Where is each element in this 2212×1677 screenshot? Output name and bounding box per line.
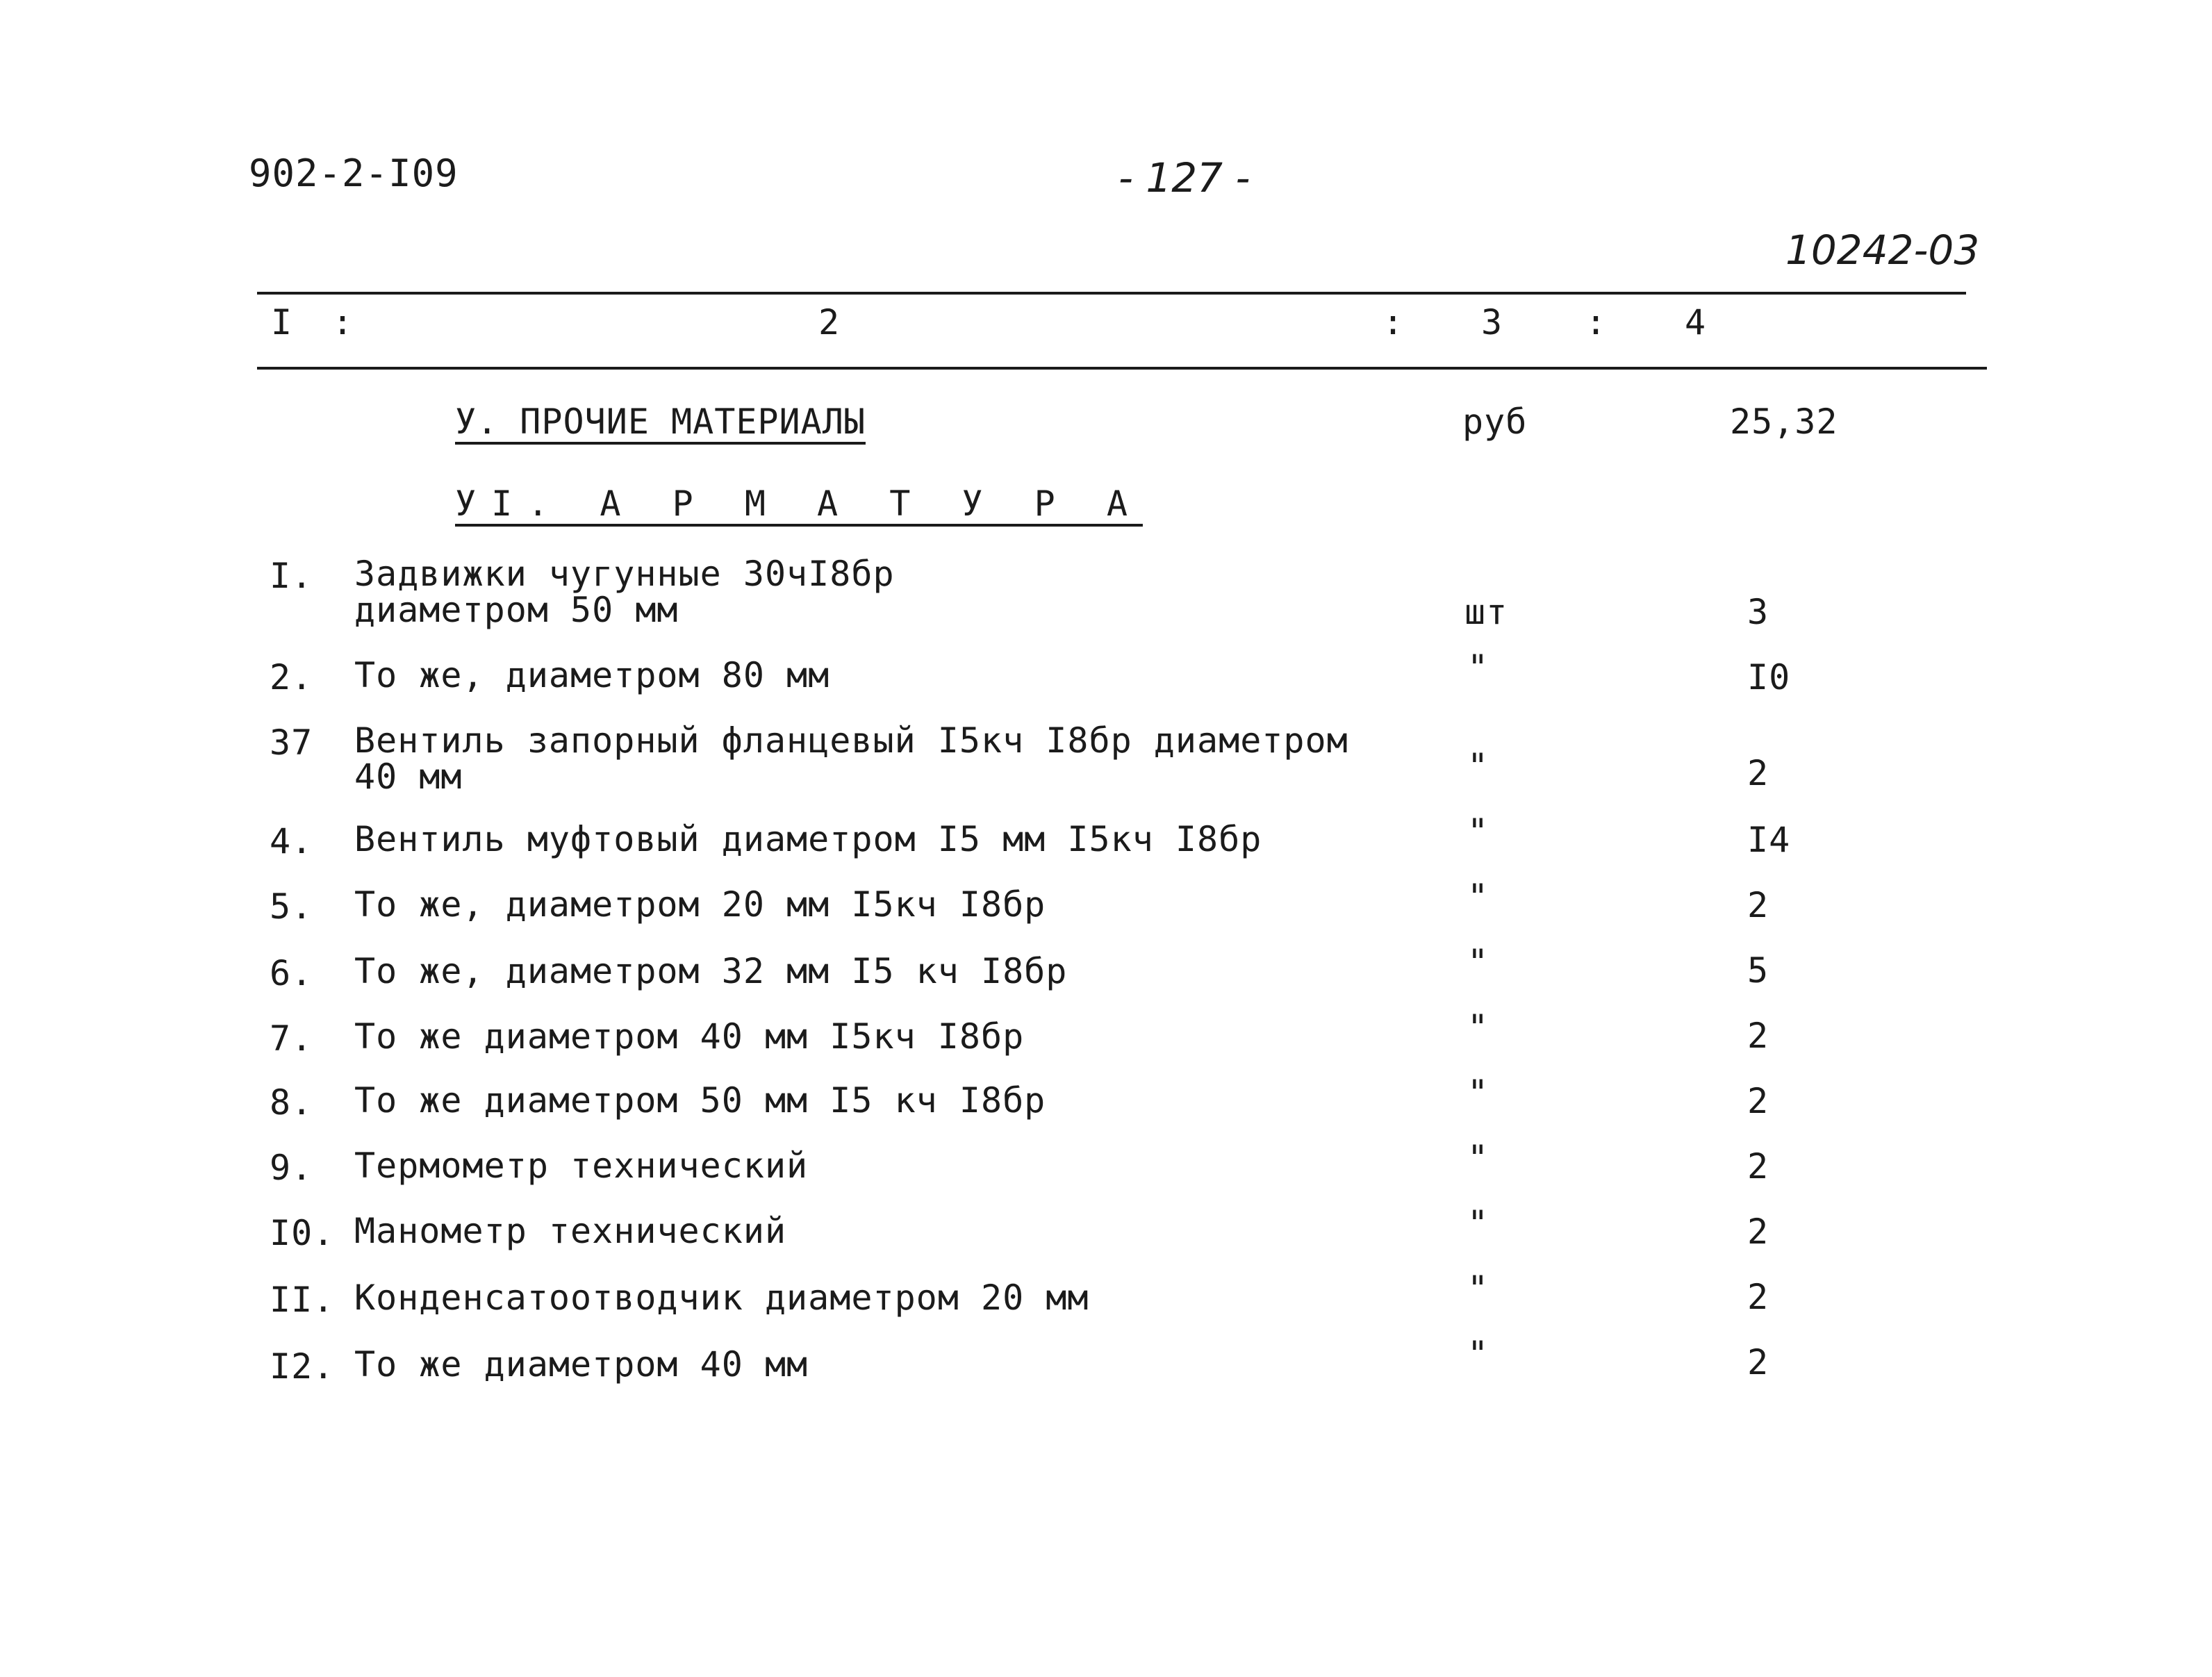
item-description [354, 722, 1348, 795]
section-fittings-title: УI. А Р М А Т У Р А [455, 484, 1143, 524]
item-quantity: 2 [1747, 1342, 1769, 1382]
item-number: II. [270, 1280, 335, 1320]
item-description: То же диаметром 40 мм I5кч I8бр [354, 1016, 1025, 1057]
item-description: Вентиль муфтовый диаметром I5 мм I5кч I8бр [354, 819, 1262, 859]
column-header-4: 4 [1685, 302, 1707, 342]
item-description [354, 556, 895, 628]
item-unit: " [1467, 647, 1489, 688]
item-description: То же диаметром 50 мм I5 кч I8бр [354, 1080, 1046, 1121]
item-description: То же, диаметром 20 мм I5кч I8бр [354, 884, 1046, 925]
item-quantity: 2 [1747, 1081, 1769, 1121]
header-top-rule [257, 292, 1966, 295]
section-other-materials-value: 25,32 [1730, 402, 1838, 442]
item-unit: " [1467, 1007, 1489, 1048]
item-number: 5. [270, 886, 313, 927]
item-quantity: 2 [1747, 885, 1769, 925]
item-unit: " [1467, 746, 1489, 786]
column-separator-1: : [332, 302, 354, 342]
item-unit: " [1467, 877, 1489, 917]
item-quantity: 3 [1747, 592, 1769, 632]
item-description-line: Задвижки чугунные 30чI8бр [354, 554, 895, 594]
item-number: 8. [270, 1082, 313, 1123]
page-number: - 127 - [1119, 154, 1251, 201]
item-unit: " [1467, 1203, 1489, 1244]
document-code: 902-2-I09 [249, 151, 459, 195]
item-description: Конденсатоотводчик диаметром 20 мм [354, 1278, 1089, 1318]
archive-number: 10242-03 [1785, 226, 1980, 274]
item-number: 9. [270, 1148, 313, 1188]
item-unit: " [1467, 1269, 1489, 1309]
item-description-line: диаметром 50 мм [354, 590, 679, 630]
item-unit: " [1467, 1138, 1489, 1178]
item-number: 7. [270, 1018, 313, 1059]
item-number: 4. [270, 821, 313, 861]
item-description: Манометр технический [354, 1211, 787, 1251]
item-quantity: I0 [1747, 657, 1791, 697]
item-number: I0. [270, 1213, 335, 1253]
item-unit: " [1467, 811, 1489, 852]
item-unit: " [1467, 1334, 1489, 1374]
item-description-line: 40 мм [354, 757, 463, 797]
item-unit: " [1467, 942, 1489, 982]
header-bottom-rule [257, 367, 1987, 370]
section-other-materials-title: У. ПРОЧИЕ МАТЕРИАЛЫ [455, 402, 866, 442]
column-separator-3: : [1585, 302, 1608, 342]
column-separator-2: : [1382, 302, 1405, 342]
item-description: То же, диаметром 32 мм I5 кч I8бр [354, 951, 1068, 991]
item-quantity: 5 [1747, 950, 1769, 991]
item-description: То же диаметром 40 мм [354, 1344, 809, 1385]
item-quantity: 2 [1747, 1016, 1769, 1056]
item-quantity: 2 [1747, 753, 1769, 793]
item-unit: шт [1464, 592, 1508, 632]
item-quantity: I4 [1747, 820, 1791, 860]
item-quantity: 2 [1747, 1146, 1769, 1187]
column-header-1: I [271, 302, 293, 342]
item-quantity: 2 [1747, 1277, 1769, 1317]
column-header-2: 2 [818, 302, 841, 342]
item-number: I. [270, 556, 313, 596]
column-header-3: 3 [1481, 302, 1503, 342]
item-number: 37 [270, 722, 313, 763]
item-description: Термометр технический [354, 1146, 809, 1186]
section-other-materials-unit: руб [1462, 402, 1528, 442]
item-quantity: 2 [1747, 1212, 1769, 1252]
item-number: 6. [270, 953, 313, 993]
item-unit: " [1467, 1073, 1489, 1113]
item-description: То же, диаметром 80 мм [354, 655, 830, 695]
item-number: I2. [270, 1346, 335, 1387]
item-description-line: Вентиль запорный фланцевый I5кч I8бр диаметром [354, 720, 1348, 761]
item-number: 2. [270, 657, 313, 697]
